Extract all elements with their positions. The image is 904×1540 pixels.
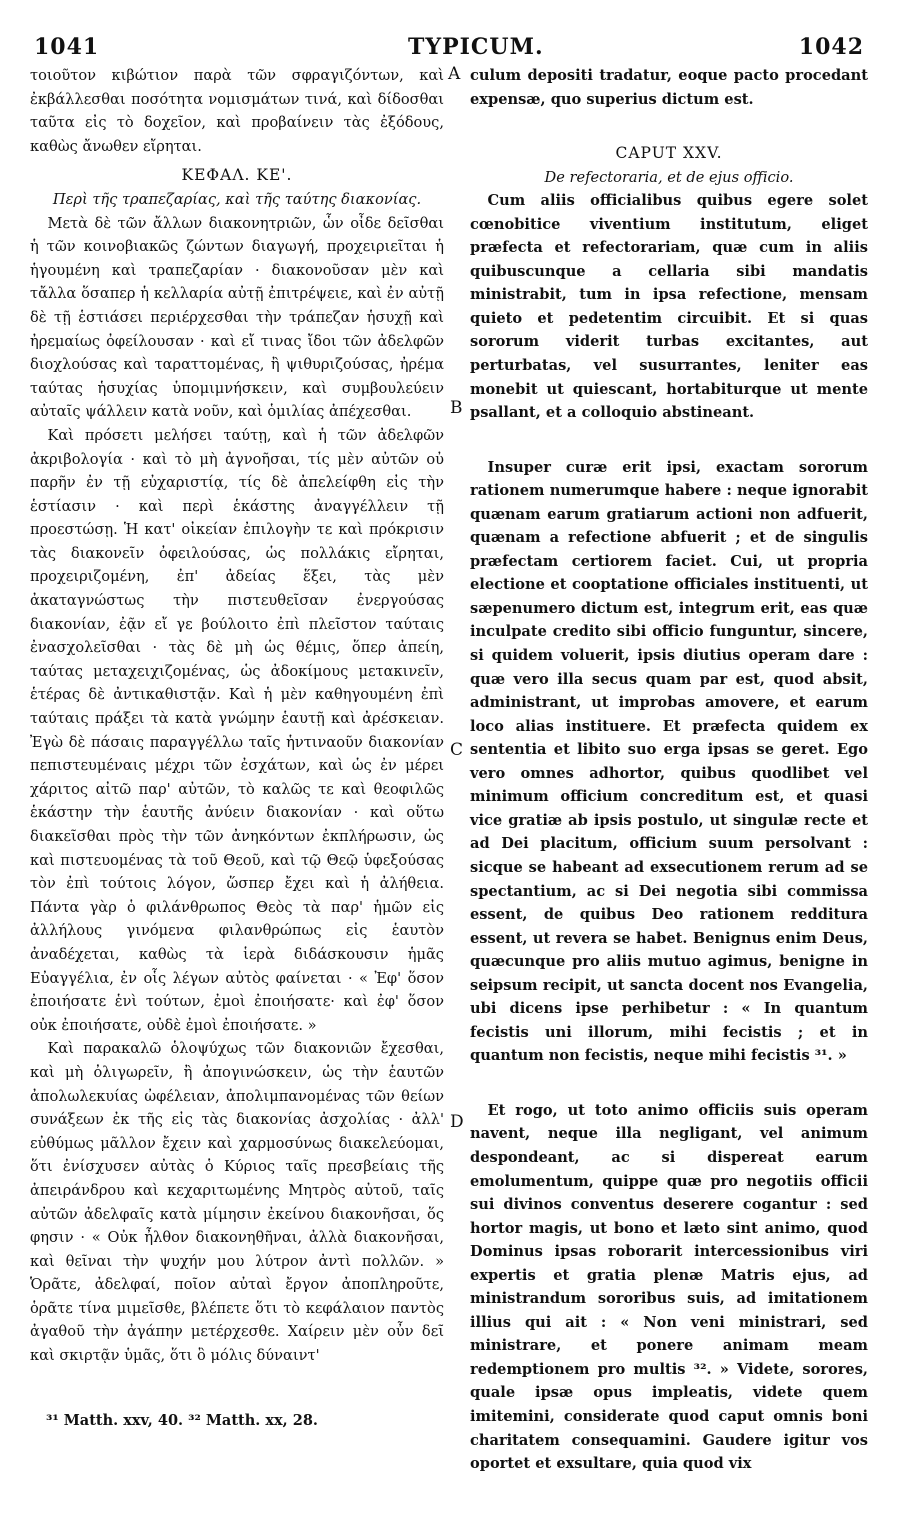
- latin-chapter-subtitle: De refectoraria, et de ejus officio.: [544, 168, 794, 186]
- left-page-number: 1041: [34, 34, 100, 60]
- greek-column: [30, 64, 444, 1368]
- margin-letter-d: D: [450, 1112, 464, 1132]
- greek-paragraph-1: Μετὰ δὲ τῶν ἄλλων διακονητριῶν, ὧν οἶδε δεῖσθαι ἡ τῶν κοινοβιακῶς ζώντων διαγωγή, προχειριεῖται ἡ ἡγουμένη καὶ τραπεζαρίαν · διακονοῦσαν μὲν καὶ τἄλλα ὅσαπερ ἡ κελλαρία αὐτῇ ἐπιτρέψειε, καὶ ἐν αὐτῇ δὲ τῇ ἑστιάσει περιέρχεσθαι τὴν τράπεζαν ἡσυχῇ καὶ ἠρεμαίως ὀφείλουσαν · καὶ εἴ τινας ἴδοι τῶν ἀδελφῶν διοχλούσας καὶ ταραττομένας, ἢ ψιθυριζούσας, ἠρέμα ταύτας ἡσυχίας ὑπομιμνήσκειν, καὶ συμβουλεύειν αὐταῖς ψάλλειν κατὰ νοῦν, καὶ ὁμιλίας ἀπέχεσθαι.: [30, 214, 444, 421]
- latin-paragraph-2: Insuper curæ erit ipsi, exactam sororum rationem numerumque habere : neque ignorabit quænam earum gratiarum actioni non adfuerit, quænam a refectione abfuerit ; et de singulis præfectam certiorem faciet. Cui, ut propria electione et cooptatione officiales instituenti, ut sæpenumero dictum est, integrum erit, eas quæ inculpate credito sibi officio funguntur, sincere, si quidem voluerit, ipsis diutius operam dare : quæ vero illa secus quam par est, quod absit, administrant, ut improbas amovere, et earum loco alias instituere. Et præfecta quidem ex sententia et libito suo erga ipsas se geret. Ego vero omnes adhortor, quibus quodlibet vel minimum officium concreditum est, et quasi vice gratiæ ab ipsis postulo, ut singulæ recte et ad Dei placitum, officium suum persolvant : sicque se habeant ad exsecutionem rerum ad se spectantium, ac si Dei negotia sibi commissa essent, de quibus Deo rationem redditura essent, ut revera se habet. Benignus enim Deus, quæcunque pro aliis mutuo agimus, benigne in seipsum recipit, ut sancta docent nos Evangelia, ubi dicens ipse perhibetur : « In quantum fecistis uni illorum, mihi fecistis ; et in quantum non fecistis, neque mihi fecistis ³¹. »: [470, 458, 868, 1065]
- page-header: [0, 34, 904, 64]
- right-page-number: 1042: [798, 34, 864, 60]
- latin-chapter-heading: CAPUT XXV.: [615, 144, 723, 163]
- margin-letter-a: A: [448, 64, 461, 84]
- latin-paragraph-3: Et rogo, ut toto animo officiis suis operam navent, neque illa negligant, vel animum despondeant, ac si dispereat earum emolumentum, quippe quæ pro negotiis officii sui divinos conventus deserere cogantur : sed hortor magis, ut bono et læto sint animo, quod Dominus ipsas roborarit intercessionibus viri expertis et gratia plenæ Matris ejus, ad ministrandum sororibus suis, ad imitationem illius qui ait : « Non veni ministrari, sed ministrare, et ponere animam meam redemptionem pro multis ³². » Videte, sorores, quale ipsæ opus impleatis, videte quem imitemini, considerate quod caput omnis boni charitatem consequamini. Gaudere igitur vos oportet et exsultare, quia quod vix: [470, 1101, 868, 1473]
- latin-paragraph-0: culum depositi tradatur, eoque pacto procedant expensæ, quo superius dictum est.: [470, 67, 868, 108]
- running-title: TYPICUM.: [408, 34, 544, 60]
- greek-paragraph-3: Καὶ παρακαλῶ ὁλοψύχως τῶν διακονιῶν ἔχεσθαι, καὶ μὴ ὀλιγωρεῖν, ἢ ἀπογινώσκειν, ὡς τὴν ἑαυτῶν ἀπολωλεκυίας ὠφέλειαν, ἀπολιμπανομένας τῶν θείων συνάξεων ἐκ τῆς εἰς τὰς διακονίας ἀσχολίας · ἀλλ' εὐθύμως μᾶλλον ἔχειν καὶ χαρμοσύνως διακελεύομαι, ὅτι ἐνίσχυσεν αὐτὰς ὁ Κύριος ταῖς πρεσβείαις τῆς ἀπειράνδρου καὶ κεχαριτωμένης Μητρὸς αὐτοῦ, ταῖς αὐτῶν ἀδελφαῖς κατὰ μίμησιν ἐκείνου διακονῆσαι, ὅς φησιν · « Οὐκ ἦλθον διακονηθῆναι, ἀλλὰ διακονῆσαι, καὶ θεῖναι τὴν ψυχήν μου λύτρον ἀντὶ πολλῶν. » Ὁρᾶτε, ἀδελφαί, ποῖον αὐταὶ ἔργον ἀποπληροῦτε, ὁρᾶτε τίνα μιμεῖσθε, βλέπετε ὅτι τὸ κεφάλαιον παντὸς ἀγαθοῦ τὴν ἀγάπην μετέρχεσθε. Χαίρειν μὲν οὖν δεῖ καὶ σκιρτᾷν ὑμᾶς, ὅτι ὃ μόλις δύναιντ': [30, 1040, 444, 1365]
- greek-chapter-subtitle: Περὶ τῆς τραπεζαρίας, καὶ τῆς ταύτης διακονίας.: [52, 190, 422, 208]
- latin-column: [470, 64, 868, 1476]
- greek-paragraph-0: τοιοῦτον κιβώτιον παρὰ τῶν σφραγιζόντων, καὶ ἐκβάλλεσθαι ποσότητα νομισμάτων τινά, καὶ δίδοσθαι ταῦτα εἰς τὸ δοχεῖον, καὶ προβαίνειν τὰς ἐξόδους, καθὼς ἄνωθεν εἴρηται.: [30, 67, 444, 155]
- margin-letter-c: C: [450, 740, 464, 760]
- greek-paragraph-2: Καὶ πρόσετι μελήσει ταύτῃ, καὶ ἡ τῶν ἀδελφῶν ἀκριβολογία · καὶ τὸ μὴ ἀγνοῆσαι, τίς μὲν αὐτῶν οὐ παρῆν ἐν τῇ εὐχαριστίᾳ, τίς δὲ ἀπελείφθη εἰς τὴν ἑστίασιν · καὶ περὶ ἑκάστης ἀναγγέλλειν τῇ προεστώσῃ. Ἡ κατ' οἰκείαν ἐπιλογὴν τε καὶ πρόκρισιν τὰς διακονεῖν ὀφειλούσας, ὡς πολλάκις εἴρηται, προχειριζομένη, ἐπ' ἀδείας ἕξει, τὰς μὲν ἀκαταγνώστως τὴν πιστευθεῖσαν ἐνεργούσας διακονίαν, ἐᾷν εἴ γε βούλοιτο ἐπὶ πλεῖστον ταύταις ἐνασχολεῖσθαι · τὰς δὲ μὴ ὡς θέμις, ὅπερ ἀπείη, ταύτας μεταχειχιζομένας, ὡς ἀδοκίμους μετακινεῖν, ἑτέρας δὲ ἀντικαθιστᾷν. Καὶ ἡ μὲν καθηγουμένη ἐπὶ ταύταις πράξει τὰ κατὰ γνώμην ἑαυτῇ καὶ ἀρέσκειαν. Ἐγὼ δὲ πάσαις παραγγέλλω ταῖς ἡντιναοῦν διακονίαν πεπιστευμέναις μέχρι τῶν ἐσχάτων, καὶ ὡς ἐν μέρει χάριτος αἰτῶ παρ' αὐτῶν, τὸ καλῶς τε καὶ θεοφιλῶς ἑκάστην τὴν ἑαυτῆς ἀνύειν διακονίαν · καὶ οὕτω διακεῖσθαι πρὸς τὴν τῶν ἀνηκόντων ἐκπλήρωσιν, ὡς καὶ πιστευομένας τὰ τοῦ Θεοῦ, καὶ τῷ Θεῷ ὑφεξούσας τὸν ἐπὶ τούτοις λόγον, ὥσπερ ἔχει καὶ ἡ ἀλήθεια. Πάντα γὰρ ὁ φιλάνθρωπος Θεὸς τὰ παρ' ἡμῶν εἰς ἀλλήλους γινόμενα φιλανθρώπως εἰς ἑαυτὸν ἀναδέχεται, καθὼς τὰ ἱερὰ διδάσκουσιν ἡμᾶς Εὐαγγέλια, ἐν οἷς λέγων αὐτὸς φαίνεται · « Ἐφ' ὅσον ἐποιήσατε ἑνὶ τούτων, ἐμοὶ ἐποιήσατε· καὶ ἐφ' ὅσον οὐκ ἐποιήσατε, οὐδὲ ἐμοὶ ἐποιήσατε. »: [30, 426, 444, 1034]
- footnotes: ³¹ Matth. xxv, 40. ³² Matth. xx, 28.: [46, 1412, 318, 1429]
- latin-paragraph-1: Cum aliis officialibus quibus egere solet cœnobitice viventium institutum, eliget præfecta et refectorariam, quæ cum in aliis quibuscunque a cellaria sibi mandatis ministrabit, tum in ipsa refectione, mensam quieto et pedetentim circuibit. Et si quas sororum viderit turbas excitantes, aut perturbatas, vel susurrantes, leniter eas monebit ut quiescant, hortabiturque ut mente psallant, et a colloquio abstineant.: [470, 192, 868, 422]
- greek-chapter-heading: ΚΕΦΑΛ. ΚΕ'.: [181, 166, 293, 185]
- margin-letter-b: B: [450, 398, 463, 418]
